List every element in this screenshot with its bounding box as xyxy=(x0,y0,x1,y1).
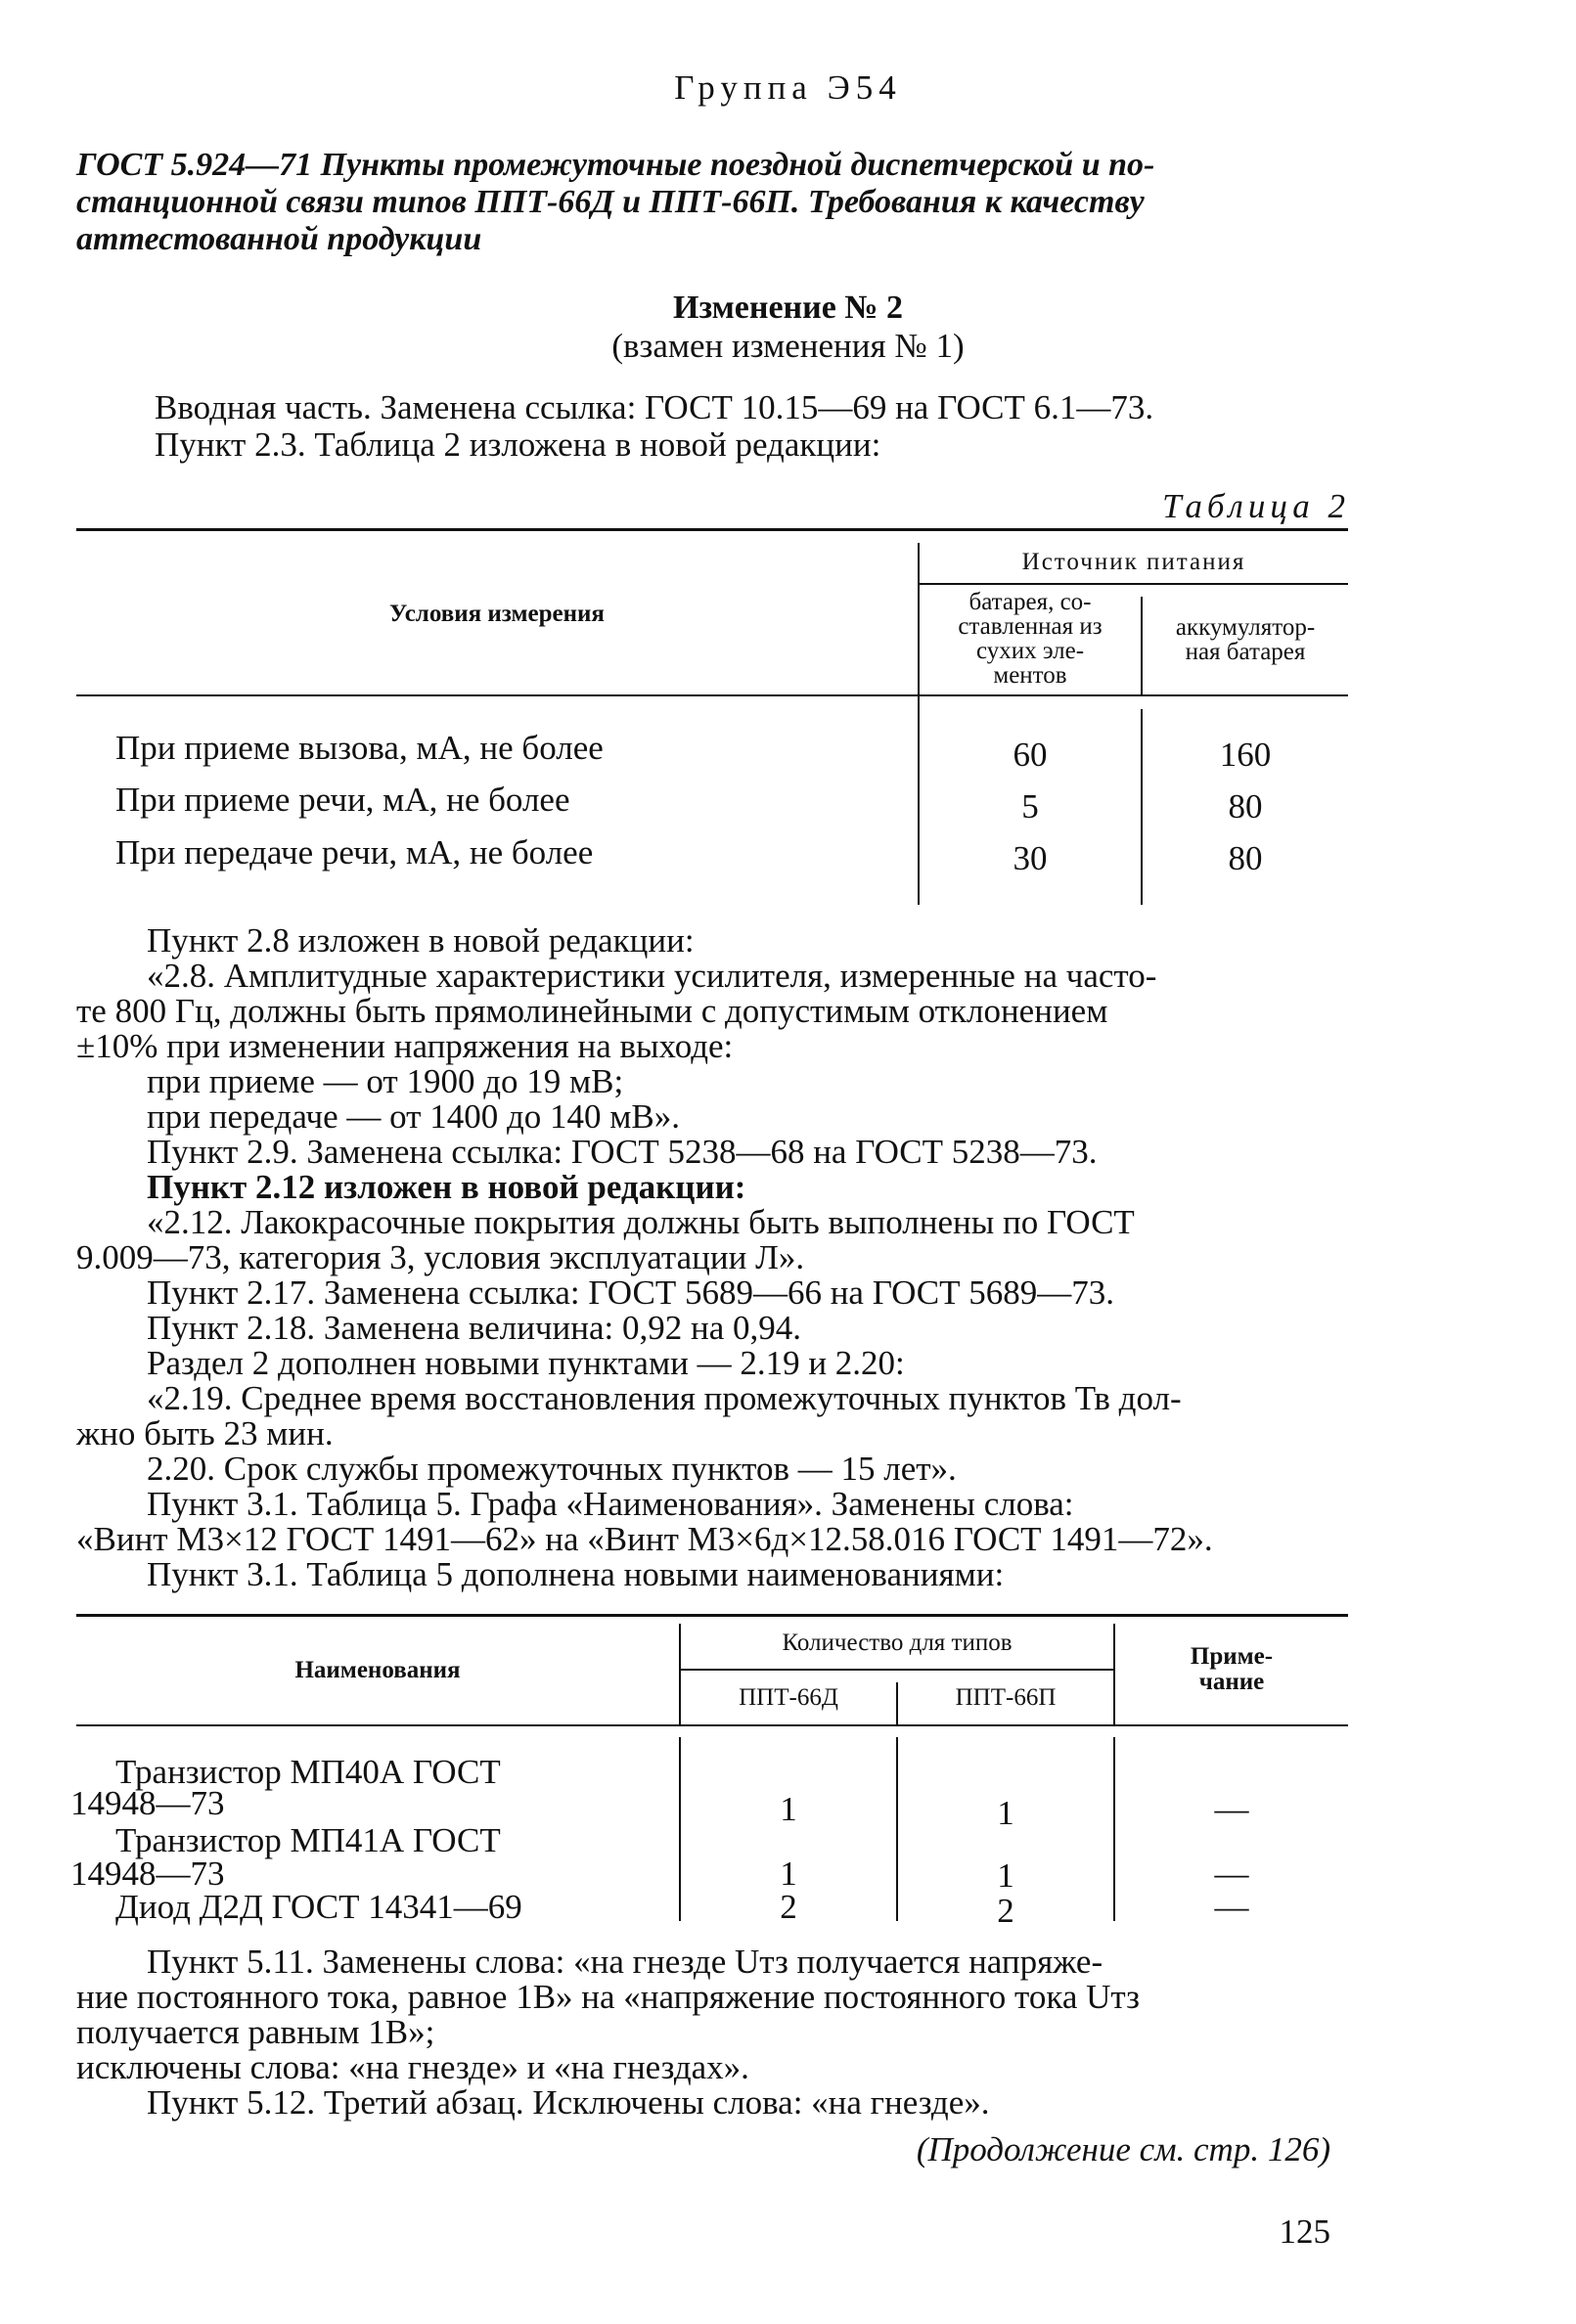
tail-line: получается равным 1В»; xyxy=(76,2013,435,2051)
table2-row-label: При передаче речи, мА, не более xyxy=(115,833,594,872)
gost-title-line1: ГОСТ 5.924—71 Пункты промежуточные поездной диспетчерской и по- xyxy=(76,147,1155,183)
body-line: Пункт 3.1. Таблица 5. Графа «Наименования». Заменены слова: xyxy=(147,1485,1074,1523)
table2-source-rule xyxy=(920,583,1348,585)
table2-header-acc-2: ная батарея xyxy=(1185,639,1306,665)
table2-header-dry-1: батарея, со- xyxy=(968,589,1092,615)
tail-line: исключены слова: «на гнезде» и «на гнездах». xyxy=(76,2048,749,2086)
intro-line2: Пункт 2.3. Таблица 2 изложена в новой редакции: xyxy=(155,425,881,464)
body-line: Пункт 2.17. Заменена ссылка: ГОСТ 5689—66 на ГОСТ 5689—73. xyxy=(147,1274,1115,1312)
table5-row-q2: 2 xyxy=(997,1892,1014,1930)
table5-header-type2: ППТ-66П xyxy=(955,1684,1057,1711)
body-line: при приеме — от 1900 до 19 мВ; xyxy=(147,1062,624,1100)
tail-line: Пункт 5.11. Заменены слова: «на гнезде Uтз получается напряже- xyxy=(147,1943,1103,1981)
table2-header-source: Источник питания xyxy=(1021,549,1246,575)
table5-qty-rule xyxy=(681,1669,1113,1671)
table5-row-note: — xyxy=(1214,1790,1249,1828)
table5-row-q1: 2 xyxy=(780,1888,797,1926)
table2-header-conditions: Условия измерения xyxy=(389,601,605,627)
change-subtitle: (взамен изменения № 1) xyxy=(611,327,965,365)
tail-line: Пункт 5.12. Третий абзац. Исключены слова: «на гнезде». xyxy=(147,2083,990,2122)
gost-title-line3: аттестованной продукции xyxy=(76,221,482,257)
table5-row-name-cont: 14948—73 xyxy=(70,1784,225,1822)
tail-line: ние постоянного тока, равное 1В» на «напряжение постоянного тока Uтз xyxy=(76,1978,1140,2016)
table5-header-names: Наименования xyxy=(294,1657,461,1683)
table2-header-dry-2: ставленная из xyxy=(958,613,1103,640)
table5-header-note-2: чание xyxy=(1198,1669,1265,1695)
change-title: Изменение № 2 xyxy=(673,290,903,326)
body-line: Пункт 2.18. Заменена величина: 0,92 на 0,94. xyxy=(147,1309,802,1347)
table2-caption: Таблица 2 xyxy=(1162,487,1350,525)
table5-header-rule xyxy=(76,1724,1348,1726)
body-line: «Винт М3×12 ГОСТ 1491—62» на «Винт М3×6д×12.58.016 ГОСТ 1491—72». xyxy=(76,1520,1213,1558)
body-line: Пункт 2.9. Заменена ссылка: ГОСТ 5238—68 на ГОСТ 5238—73. xyxy=(147,1133,1098,1171)
table2-row-acc: 80 xyxy=(1228,787,1263,826)
table5-header-type1: ППТ-66Д xyxy=(739,1684,838,1711)
table2-row-acc: 80 xyxy=(1228,839,1263,877)
body-line: жно быть 23 мин. xyxy=(76,1414,334,1452)
body-line: при передаче — от 1400 до 140 мВ». xyxy=(147,1097,681,1136)
table2-row-label: При приеме речи, мА, не более xyxy=(115,781,570,819)
table2-header-dry-3: сухих эле- xyxy=(975,638,1085,664)
table5-row-q2: 1 xyxy=(997,1856,1014,1895)
continuation-note: (Продолжение см. стр. 126) xyxy=(916,2130,1330,2168)
body-line: Пункт 2.8 изложен в новой редакции: xyxy=(147,921,695,960)
table5-row-name-cont: 14948—73 xyxy=(70,1855,225,1893)
table5-row-name: Диод Д2Д ГОСТ 14341—69 xyxy=(115,1888,522,1926)
body-line: «2.19. Среднее время восстановления промежуточных пунктов Тв дол- xyxy=(147,1379,1182,1417)
table2-row-dry: 5 xyxy=(1021,787,1039,826)
body-line: 2.20. Срок службы промежуточных пунктов — 15 лет». xyxy=(147,1450,957,1488)
table5-row-q2: 1 xyxy=(997,1794,1014,1832)
table5-row-name: Транзистор МП40А ГОСТ xyxy=(115,1753,501,1791)
body-line: Пункт 2.12 изложен в новой редакции: xyxy=(147,1168,746,1206)
table5-row-name: Транзистор МП41А ГОСТ xyxy=(115,1821,501,1859)
table5-row-note: — xyxy=(1214,1888,1249,1926)
page-number: 125 xyxy=(1279,2212,1330,2251)
table2-row-dry: 60 xyxy=(1013,736,1048,774)
body-line: «2.8. Амплитудные характеристики усилителя, измеренные на часто- xyxy=(147,957,1157,995)
table2-row-acc: 160 xyxy=(1219,736,1272,774)
table5-header-note-1: Приме- xyxy=(1190,1643,1274,1670)
table2-top-rule xyxy=(76,528,1348,531)
table5-top-rule xyxy=(76,1614,1348,1617)
table2-row-dry: 30 xyxy=(1013,839,1048,877)
body-line: ±10% при изменении напряжения на выходе: xyxy=(76,1027,734,1065)
body-line: Раздел 2 дополнен новыми пунктами — 2.19 и 2.20: xyxy=(147,1344,905,1382)
table5-row-q1: 1 xyxy=(780,1790,797,1828)
table2-row-label: При приеме вызова, мА, не более xyxy=(115,729,604,767)
intro-line1: Вводная часть. Заменена ссылка: ГОСТ 10.15—69 на ГОСТ 6.1—73. xyxy=(155,388,1154,426)
table5-row-q1: 1 xyxy=(780,1855,797,1893)
body-line: Пункт 3.1. Таблица 5 дополнена новыми наименованиями: xyxy=(147,1555,1005,1593)
table2-header-dry-4: ментов xyxy=(993,662,1067,689)
table2-header-acc-1: аккумулятор- xyxy=(1175,614,1316,641)
table2-header-rule xyxy=(76,694,1348,696)
body-line: те 800 Гц, должны быть прямолинейными с допустимым отклонением xyxy=(76,992,1108,1030)
gost-title-line2: станционной связи типов ППТ-66Д и ППТ-66П. Требования к качеству xyxy=(76,184,1145,220)
body-line: 9.009—73, категория 3, условия эксплуатации Л». xyxy=(76,1238,805,1276)
group-label: Группа Э54 xyxy=(674,68,902,107)
table5-header-qty: Количество для типов xyxy=(782,1630,1013,1656)
table5-row-note: — xyxy=(1214,1855,1249,1893)
body-line: «2.12. Лакокрасочные покрытия должны быть выполнены по ГОСТ xyxy=(147,1203,1135,1241)
